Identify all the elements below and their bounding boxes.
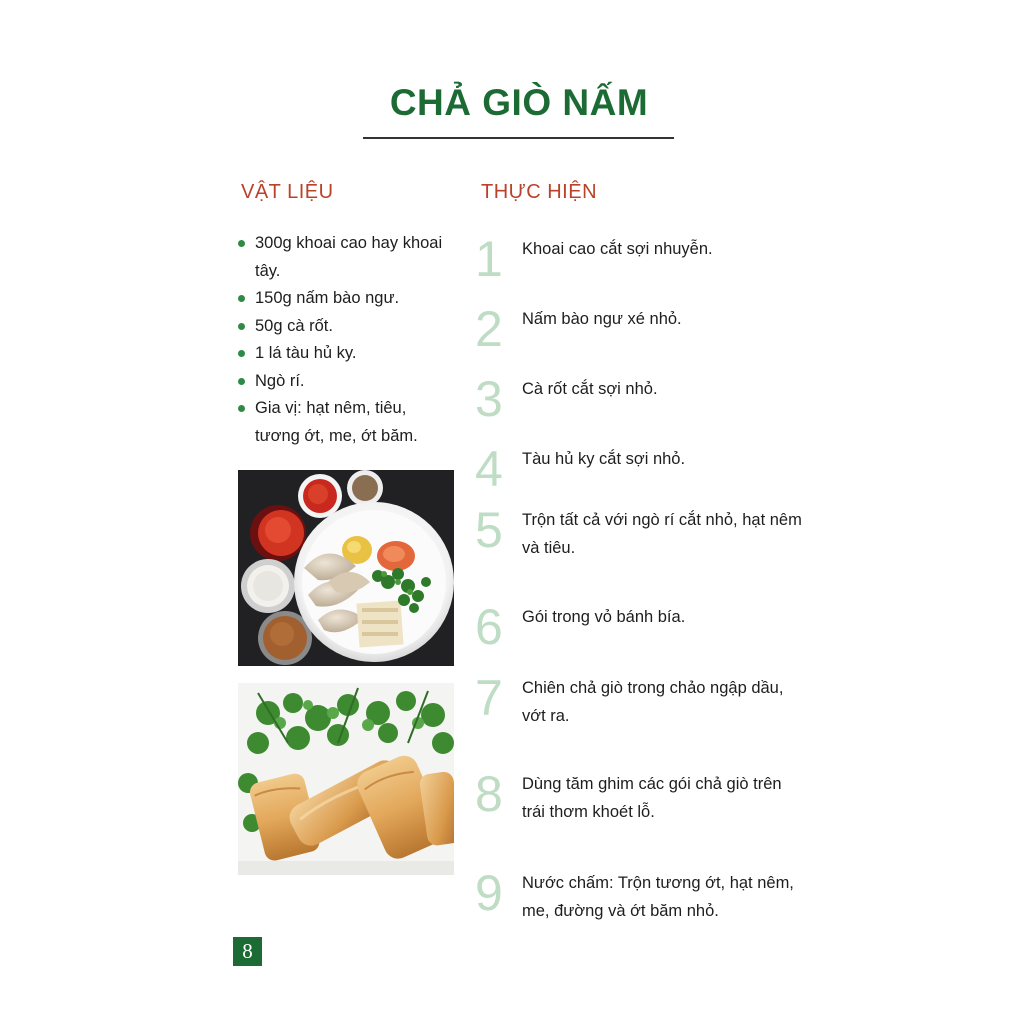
step-text: Dùng tăm ghim các gói chả giò trên trái thơm khoét lỗ. xyxy=(522,775,782,821)
ingredient-text: 50g cà rốt. xyxy=(255,316,333,335)
step-number: 4 xyxy=(475,441,503,497)
step-number: 9 xyxy=(475,865,503,921)
bullet-dot xyxy=(238,323,245,330)
ingredient-item xyxy=(236,285,451,313)
step-number: 3 xyxy=(475,371,503,427)
step-text: Khoai cao cắt sợi nhuyễn. xyxy=(522,240,713,258)
ingredient-item xyxy=(236,395,451,450)
ingredient-item xyxy=(236,340,451,368)
step-number: 6 xyxy=(475,599,503,655)
step-number: 5 xyxy=(475,502,503,558)
bullet-dot xyxy=(238,295,245,302)
ingredient-item xyxy=(236,368,451,396)
ingredient-item xyxy=(236,313,451,341)
step-text: Tàu hủ ky cắt sợi nhỏ. xyxy=(522,450,686,468)
ingredient-text: 1 lá tàu hủ ky. xyxy=(255,344,357,362)
ingredients-heading: VẬT LIỆU xyxy=(241,181,334,203)
recipe-title: CHẢ GIÒ NẤM xyxy=(389,82,649,123)
step-text: Nước chấm: Trộn tương ớt, hạt nêm, me, đường và ớt băm nhỏ. xyxy=(522,874,794,920)
ingredient-list xyxy=(236,230,451,450)
ingredient-item xyxy=(236,230,451,285)
bullet-dot xyxy=(238,240,245,247)
page-number: 8 xyxy=(233,937,262,966)
ingredient-text: 300g khoai cao hay khoai tây. xyxy=(255,234,443,280)
step-text: Chiên chả giò trong chảo ngập dầu, vớt ra. xyxy=(522,679,784,725)
bullet-dot xyxy=(238,378,245,385)
step-text: Cà rốt cắt sợi nhỏ. xyxy=(522,380,658,398)
step-text: Nấm bào ngư xé nhỏ. xyxy=(522,310,682,328)
ingredients-photo xyxy=(238,470,454,666)
step-number: 2 xyxy=(475,301,503,357)
step-number: 1 xyxy=(475,231,503,287)
method-heading: THỰC HIỆN xyxy=(481,181,598,203)
ingredient-text: Ngò rí. xyxy=(255,371,305,390)
spring-rolls-photo xyxy=(238,683,454,875)
bullet-dot xyxy=(238,405,245,412)
ingredient-text: 150g nấm bào ngư. xyxy=(255,289,400,307)
bullet-dot xyxy=(238,350,245,357)
ingredient-text: Gia vị: hạt nêm, tiêu, tương ớt, me, ớt băm. xyxy=(255,399,418,445)
step-text: Gói trong vỏ bánh bía. xyxy=(522,608,686,626)
step-number: 7 xyxy=(475,670,503,726)
step-number: 8 xyxy=(475,766,503,822)
title-underline xyxy=(363,137,674,139)
step-text: Trộn tất cả với ngò rí cắt nhỏ, hạt nêm và tiêu. xyxy=(522,511,802,557)
